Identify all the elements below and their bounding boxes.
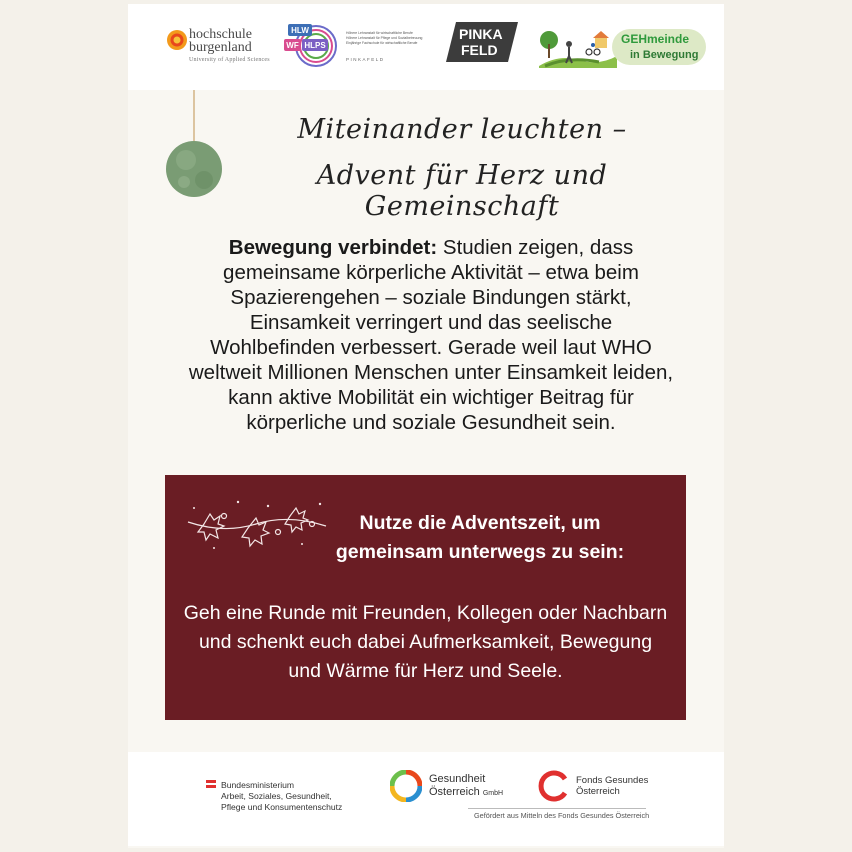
ministry-line2: Arbeit, Soziales, Gesundheit, [221,791,332,801]
callout-body-line3: und Wärme für Herz und Seele. [288,660,563,682]
callout-body-line2: und schenkt euch dabei Aufmerksamkeit, Bewegung [198,631,653,653]
footer-divider [468,808,646,809]
body-paragraph [188,235,674,435]
gesundheit-oesterreich-text [429,773,503,800]
pinkafeld-logo-text [459,26,503,58]
hlw-badge-hlps: HLPS [304,41,326,50]
poster-title-line1: Miteinander leuchten – [297,114,627,145]
pinkafeld-line1: PINKA [459,26,503,42]
hlw-logo-icon [282,22,342,70]
hochschule-logo-text [189,28,270,67]
fgoe-line2: Österreich [576,786,620,797]
hochschule-line1: hochschule [189,27,252,42]
fonds-gesundes-text [576,775,648,797]
callout-heading [330,509,630,567]
gesundheit-line2: Österreich [429,786,480,798]
fonds-gesundes-oesterreich-logo-icon [538,770,570,802]
hochschule-logo-icon [166,29,188,51]
gesundheit-line1: Gesundheit [429,773,486,785]
footer-logo-bar [128,752,724,846]
austria-flag-icon [206,780,216,788]
ministry-logo-text [221,780,342,813]
gesundheit-suffix: GmbH [482,790,504,797]
christmas-ornament-icon [162,90,226,200]
body-text: Studien zeigen, dass gemeinsame körperliche Aktivität – etwa beim Spazierengehen – soziale Bindungen stärkt, Einsamkeit verringert und das seelische Wohlbefinden verbessert. Gerade weil laut WHO weltweit Millionen Menschen unter Einsamkeit leiden, kann aktive Mobilität ein wichtiger Beitrag für körperliche und soziale Gesundheit sein. [188,236,674,434]
callout-heading-line1: Nutze die Adventszeit, um [359,512,601,534]
callout-body-line1: Geh eine Runde mit Freunden, Kollegen oder Nachbarn [183,602,668,624]
body-bold-lead: Bewegung verbindet: [228,236,438,259]
hlw-badge-wf: WF [286,41,299,50]
callout-body [165,599,686,686]
hochschule-line2: burgenland [189,40,252,55]
hlw-badge-hlw: HLW [291,26,309,35]
ministry-line3: Pflege und Konsumentenschutz [221,802,343,812]
funding-note: Gefördert aus Mitteln des Fonds Gesundes Österreich [474,811,650,820]
pinkafeld-line2: FELD [461,42,498,58]
callout-heading-line2: gemeinsam unterwegs zu sein: [335,541,625,563]
poster-title-line2: Advent für Herz und Gemeinschaft [316,160,608,222]
gesundheit-oesterreich-logo-icon [390,770,422,802]
holly-garland-icon [184,494,330,558]
hlw-description [346,31,436,46]
gehmeinde-line2: in Bewegung [630,49,699,61]
hlw-place: PINKAFELD [346,57,385,62]
gehmeinde-illustration-icon [539,26,617,68]
hlw-desc-line: Höhere Lehranstalt für Pflege und Sozialbetreuung [346,36,423,40]
ministry-line1: Bundesministerium [221,780,295,790]
hlw-desc-line: Einjährige Fachschule für wirtschaftliche Berufe [346,41,418,45]
hlw-desc-line: Höhere Lehranstalt für wirtschaftliche Berufe [346,31,413,35]
hochschule-line3: University of Applied Sciences [189,57,270,63]
gehmeinde-line1: GEHmeinde [621,32,690,46]
fgoe-line1: Fonds Gesundes [576,775,649,786]
